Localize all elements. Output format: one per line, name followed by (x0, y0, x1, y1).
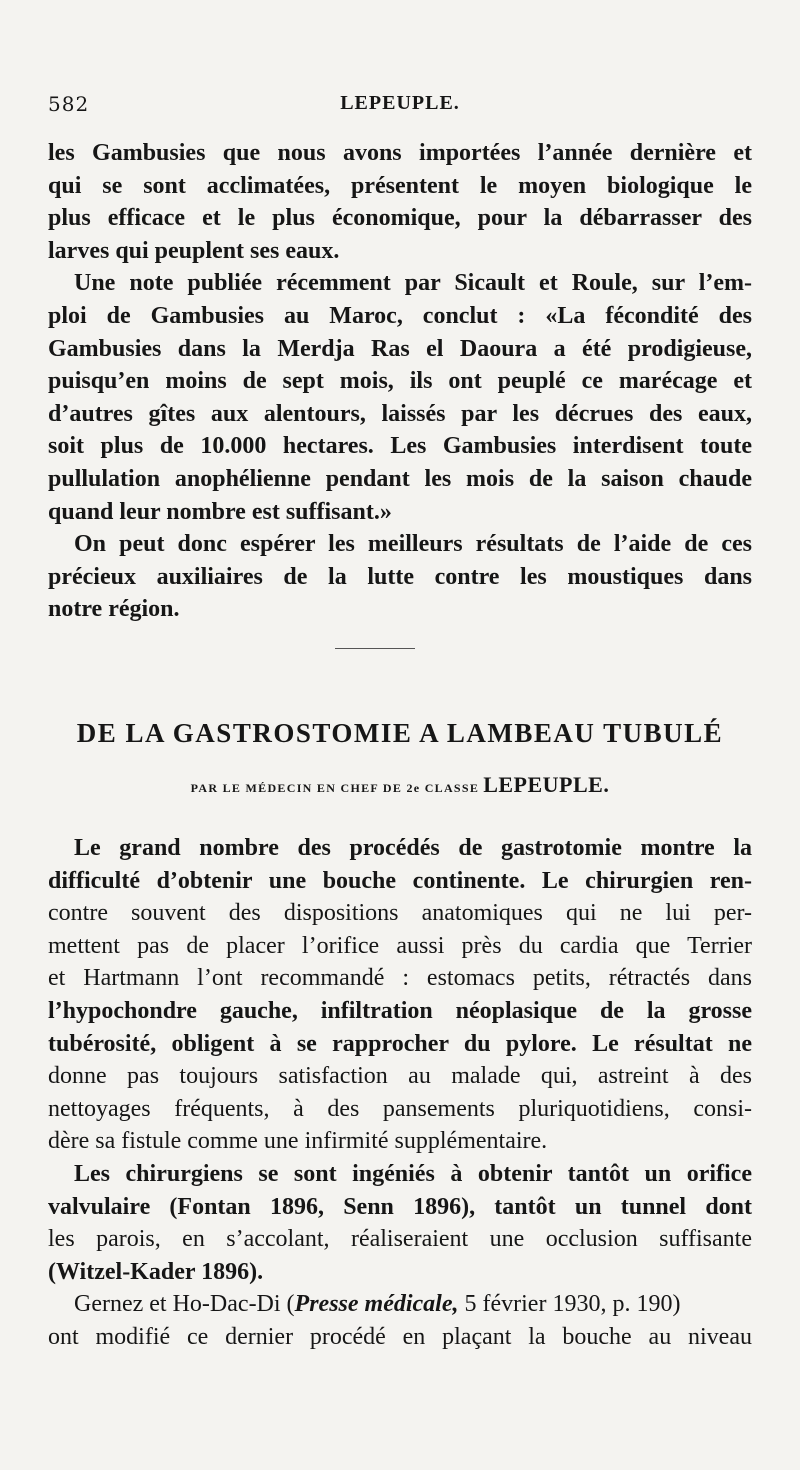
article-byline (48, 772, 752, 798)
text-line: nettoyages fréquents, à des pansements pluriquotidiens, consi- (48, 1095, 752, 1122)
text-line: ont modifié ce dernier procédé en plaçant la bouche au niveau (48, 1323, 752, 1350)
text-line: qui se sont acclimatées, présentent le moyen biologique le (48, 172, 752, 199)
text-line: les Gambusies que nous avons importées l’année dernière et (48, 140, 752, 166)
citation-suffix: 5 février 1930, p. 190) (458, 1291, 681, 1318)
text-line: difficulté d’obtenir une bouche continente. Le chirurgien ren- (48, 867, 752, 894)
text-line: Les chirurgiens se sont ingéniés à obtenir tantôt un orifice (74, 1160, 752, 1187)
article-title: DE LA GASTROSTOMIE A LAMBEAU TUBULÉ (76, 718, 724, 748)
text-line: contre souvent des dispositions anatomiques qui ne lui per- (48, 900, 752, 927)
text-line: notre région. (48, 596, 180, 623)
text-line: mettent pas de placer l’orifice aussi près du cardia que Terrier (48, 932, 752, 959)
text-line: puisqu’en moins de sept mois, ils ont peuplé ce marécage et (48, 368, 752, 395)
section-1-text (48, 137, 752, 626)
text-line: On peut donc espérer les meilleurs résultats de l’aide de ces (74, 531, 752, 558)
text-line: Gambusies dans la Merdja Ras el Daoura a été prodigieuse, (48, 335, 752, 362)
byline-prefix: PAR LE MÉDECIN EN CHEF DE 2e CLASSE (190, 781, 480, 795)
page-header (48, 92, 752, 120)
text-line: quand leur nombre est suffisant.» (48, 498, 392, 525)
text-line: et Hartmann l’ont recommandé : estomacs petits, rétractés dans (48, 965, 752, 992)
page-number: 582 (48, 92, 90, 116)
citation-line (48, 1288, 752, 1321)
text-line: ploi de Gambusies au Maroc, conclut : «La fécondité des (48, 302, 752, 329)
text-line: d’autres gîtes aux alentours, laissés par les décrues des eaux, (48, 400, 752, 427)
text-line: soit plus de 10.000 hectares. Les Gambusies interdisent toute (48, 433, 752, 460)
text-line: Une note publiée récemment par Sicault et Roule, sur l’em- (74, 270, 752, 297)
text-line: larves qui peuplent ses eaux. (48, 237, 340, 264)
text-line: valvulaire (Fontan 1896, Senn 1896), tantôt un tunnel dont (48, 1193, 752, 1220)
text-line: pullulation anophélienne pendant les mois de la saison chaude (48, 465, 752, 492)
text-line: Le grand nombre des procédés de gastrotomie montre la (74, 835, 752, 861)
text-line: plus efficace et le plus économique, pour la débarrasser des (48, 205, 752, 232)
text-line: précieux auxiliaires de la lutte contre les moustiques dans (48, 563, 752, 590)
section-2-text (48, 832, 752, 1354)
citation-journal: Presse médicale, (294, 1291, 459, 1318)
text-line: donne pas toujours satisfaction au malade qui, astreint à des (48, 1063, 752, 1090)
section-divider (335, 648, 415, 649)
text-line: (Witzel-Kader 1896). (48, 1258, 264, 1285)
text-line: les parois, en s’accolant, réaliseraient une occlusion suffisante (48, 1226, 752, 1253)
text-line: tubérosité, obligent à se rapprocher du pylore. Le résultat ne (48, 1030, 752, 1057)
text-line: dère sa fistule comme une infirmité supplémentaire. (48, 1128, 548, 1155)
text-line: l’hypochondre gauche, infiltration néoplasique de la grosse (48, 997, 752, 1024)
citation-prefix: Gernez et Ho-Dac-Di ( (74, 1291, 295, 1318)
byline-author: LEPEUPLE. (483, 772, 610, 797)
running-head: LEPEUPLE. (340, 92, 460, 114)
